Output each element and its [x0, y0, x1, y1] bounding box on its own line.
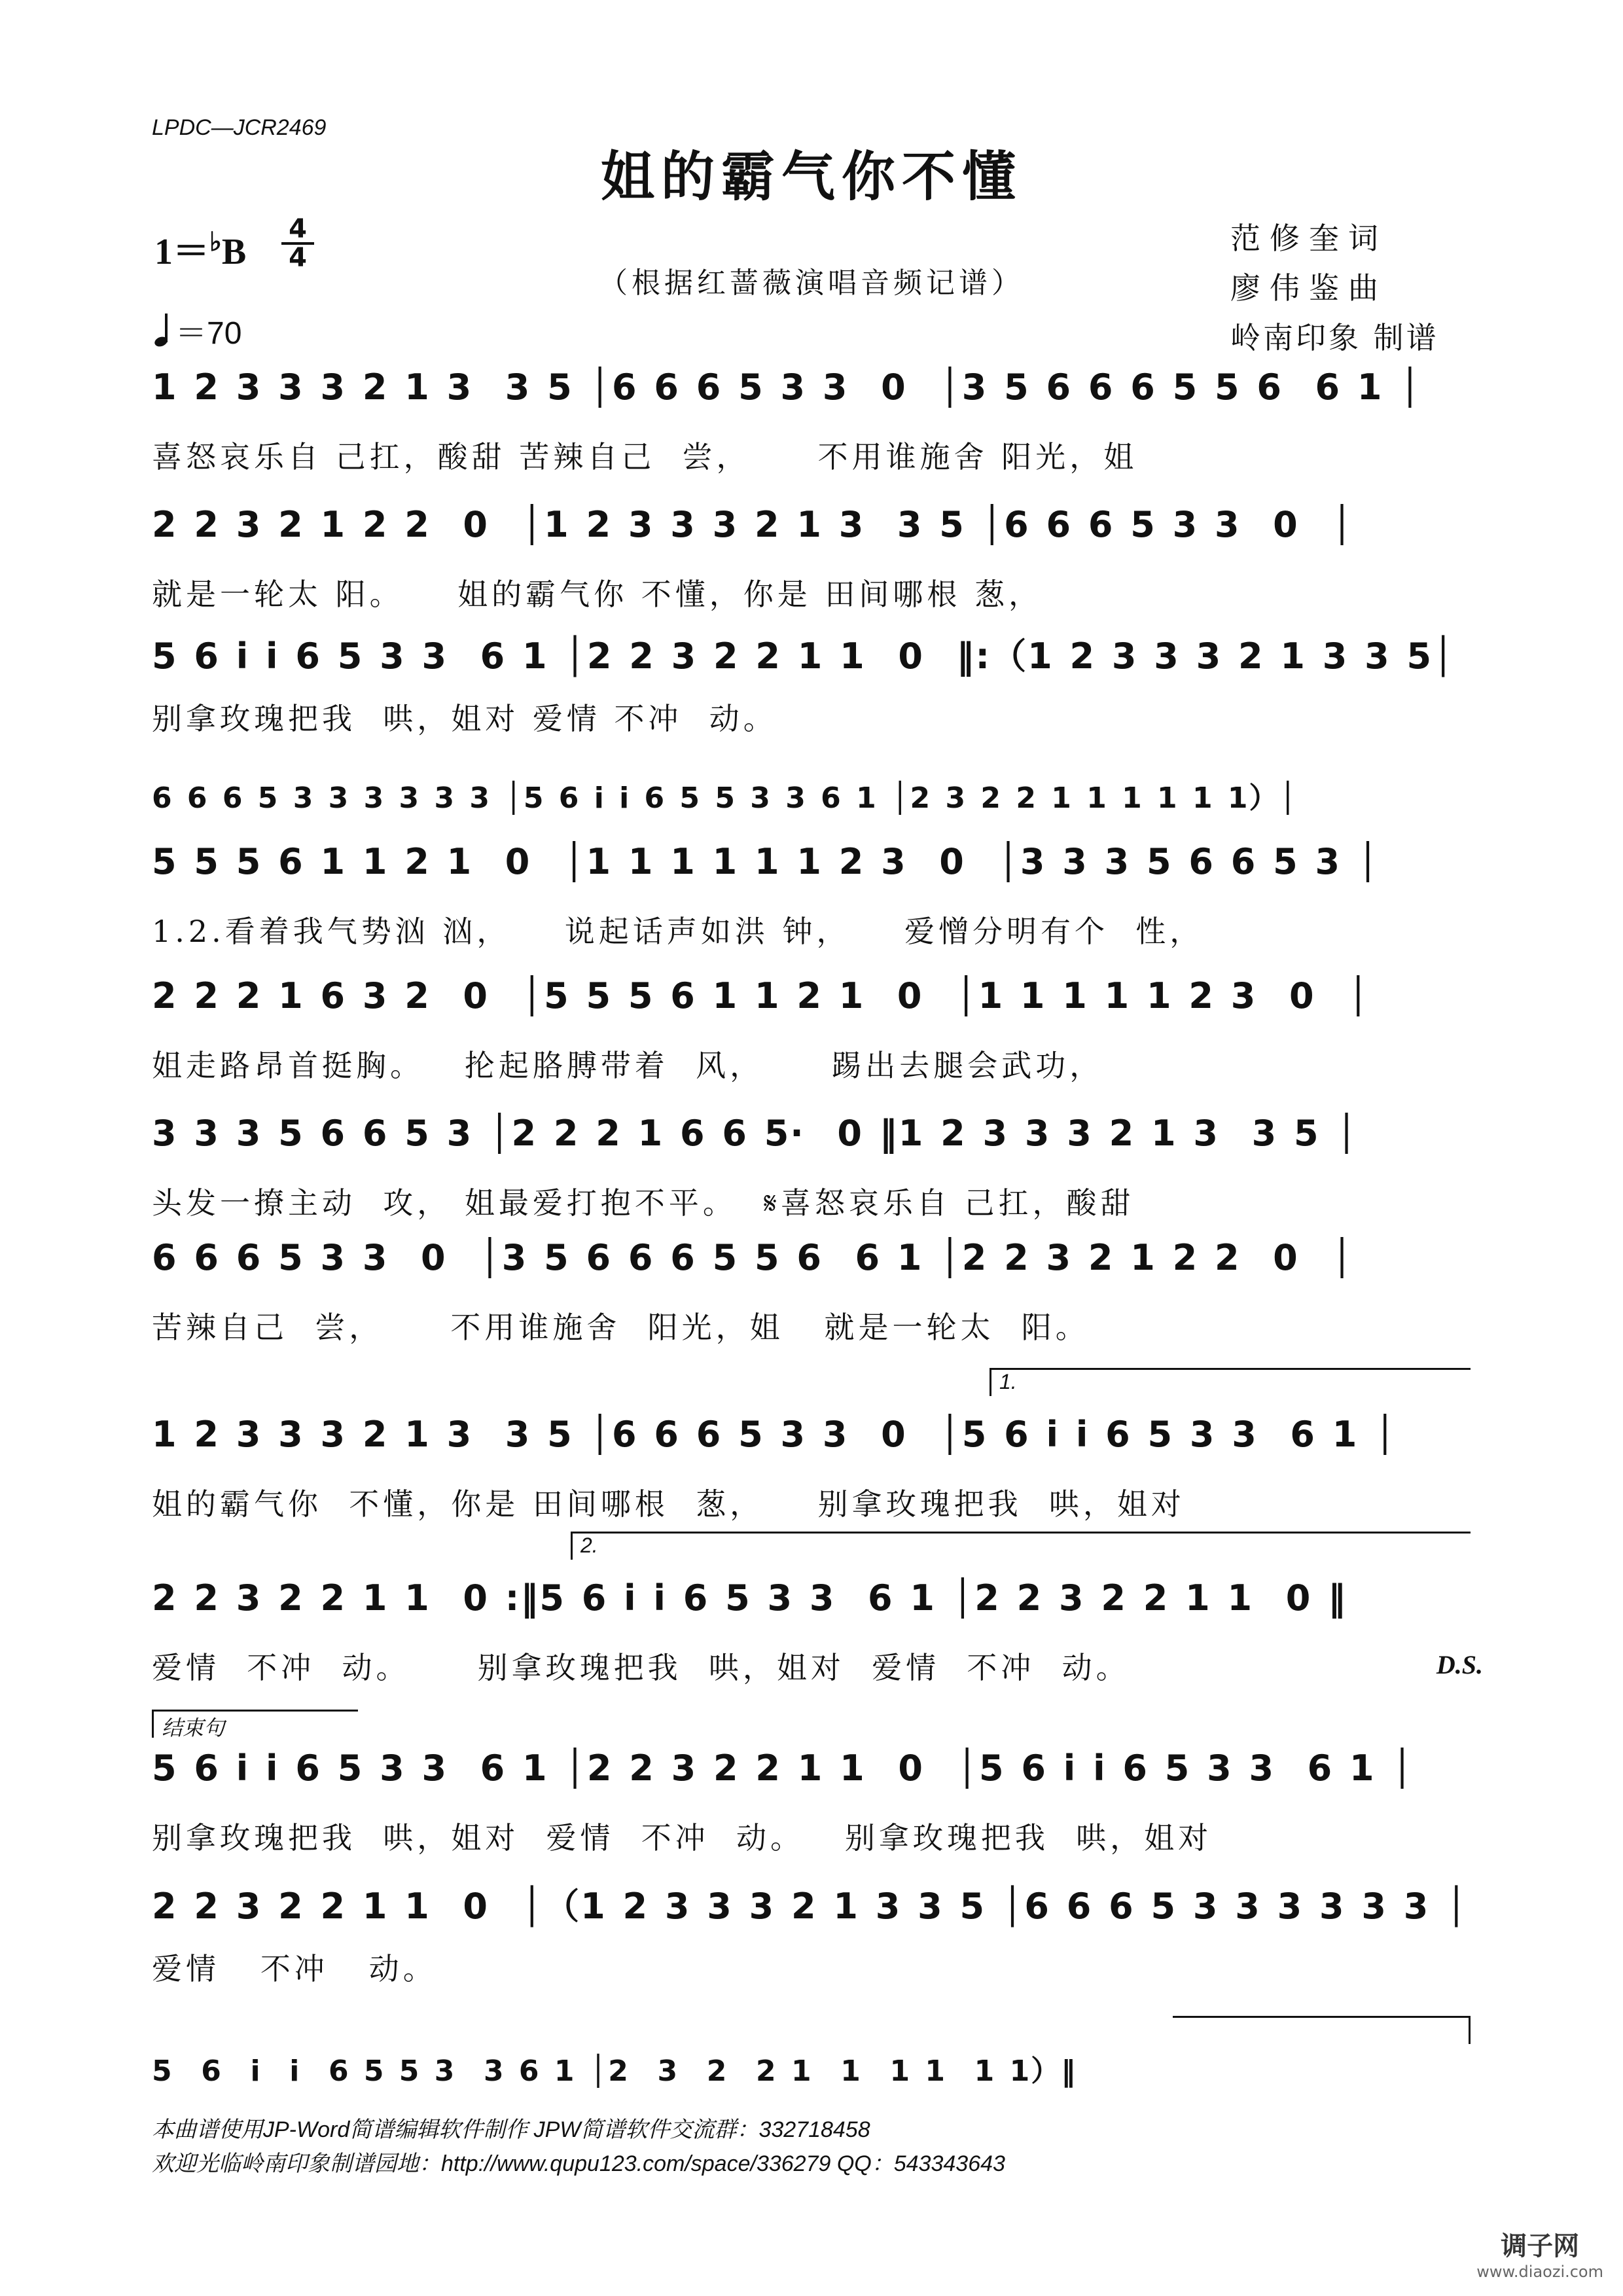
notes-line: 2 2 3 2 2 1 1 0 │（1 2 3 3 3 2 1 3 3 5 │6 6 6 5 3 3 3 3 3 3 │: [152, 1886, 1469, 1927]
key-prefix: 1＝: [154, 232, 209, 272]
key-note: B: [221, 232, 247, 272]
flat-icon: ♭: [209, 227, 222, 257]
notes-line: 5 6 i i 6 5 3 3 6 1 │2 2 3 2 2 1 1 0 │5 6 i i 6 5 3 3 6 1 │: [152, 1748, 1414, 1789]
notes-line: 5 5 5 6 1 1 2 1 0 │1 1 1 1 1 1 2 3 0 │3 3 3 5 6 6 5 3 │: [152, 841, 1380, 882]
tempo-value: ＝70: [175, 316, 242, 351]
notes-line: 3 3 3 5 6 6 5 3 │2 2 2 1 6 6 5· 0 ‖1 2 3 3 3 2 1 3 3 5 │: [152, 1113, 1359, 1154]
lyrics-line: 1.2.看着我气势汹 汹， 说起话声如洪 钟， 爱憎分明有个 性，: [152, 914, 1204, 949]
composer: 廖伟鉴曲: [1230, 270, 1387, 306]
watermark-name: 调子网: [1501, 2231, 1580, 2261]
footer-line: 欢迎光临岭南印象制谱园地：http://www.qupu123.com/space/336279 QQ：543343643: [152, 2151, 1005, 2176]
notes-line: 1 2 3 3 3 2 1 3 3 5 │6 6 6 5 3 3 0 │3 5 6 6 6 5 5 6 6 1 │: [152, 367, 1422, 408]
notes-line: 6 6 6 5 3 3 3 3 3 3 │5 6 i i 6 5 5 3 3 6 1 │2 3 2 2 1 1 1 1 1 1）│: [152, 781, 1298, 815]
lyrics-line: 头发一撩主动 攻， 姐最爱打抱不平。 𝄋喜怒哀乐自 己扛，酸甜: [152, 1185, 1135, 1221]
quarter-note-icon: [154, 314, 169, 346]
lyrics-line: 爱情 不冲 动。: [152, 1951, 437, 1986]
notes-line: 5 6 i i 6 5 3 3 6 1 │2 2 3 2 2 1 1 0 ‖:（1 2 3 3 3 2 1 3 3 5│: [152, 636, 1455, 677]
notes-line: 5 6 i i 6 5 5 3 3 6 1 │2 3 2 2 1 1 1 1 1 1）‖: [152, 2054, 1077, 2088]
lyrics-line: 姐走路昂首挺胸。 抡起胳膊带着 风， 踢出去腿会武功，: [152, 1048, 1104, 1083]
lyrics-line: 别拿玫瑰把我 哄，姐对 爱情 不冲 动。 别拿玫瑰把我 哄，姐对: [152, 1820, 1213, 1856]
tempo-marking: [154, 308, 241, 353]
second-ending-bracket: 2.: [571, 1532, 1471, 1560]
footer-line: 本曲谱使用JP-Word简谱编辑软件制作 JPW简谱软件交流群：332718458: [152, 2117, 870, 2142]
notes-line: 2 2 2 1 6 3 2 0 │5 5 5 6 1 1 2 1 0 │1 1 1 1 1 2 3 0 │: [152, 975, 1370, 1016]
site-watermark: [1476, 2225, 1603, 2281]
coda-bracket: 结束句: [152, 1710, 358, 1738]
time-signature-bottom: 4: [281, 242, 314, 271]
time-signature: [281, 216, 314, 271]
lyrics-line: 喜怒哀乐自 己扛，酸甜 苦辣自己 尝， 不用谁施舍 阳光，姐: [152, 439, 1138, 475]
notes-line: 6 6 6 5 3 3 0 │3 5 6 6 6 5 5 6 6 1 │2 2 3 2 1 2 2 0 │: [152, 1237, 1354, 1278]
dal-segno-mark: D.S.: [1436, 1650, 1483, 1679]
first-ending-bracket: 1.: [990, 1368, 1471, 1396]
notes-line: 2 2 3 2 2 1 1 0 :‖5 6 i i 6 5 3 3 6 1 │2 2 3 2 2 1 1 0 ‖: [152, 1577, 1347, 1619]
lyrics-line: 就是一轮太 阳。 姐的霸气你 不懂，你是 田间哪根 葱，: [152, 577, 1043, 612]
credits: [1230, 213, 1439, 363]
watermark-url: www.diaozi.com: [1476, 2263, 1603, 2281]
lyricist: 范修奎词: [1230, 221, 1387, 256]
lyrics-line: 苦辣自己 尝， 不用谁施舍 阳光，姐 就是一轮太 阳。: [152, 1310, 1090, 1345]
notes-line: 1 2 3 3 3 2 1 3 3 5 │6 6 6 5 3 3 0 │5 6 i i 6 5 3 3 6 1 │: [152, 1414, 1397, 1455]
closing-bracket: [1173, 2016, 1471, 2044]
lyrics-line: 爱情 不冲 动。 别拿玫瑰把我 哄，姐对 爱情 不冲 动。: [152, 1650, 1130, 1685]
song-title: 姐的霸气你不懂: [600, 145, 1022, 208]
footer: [152, 2113, 1005, 2181]
catalog-number: LPDC—JCR2469: [152, 115, 327, 140]
notes-line: 2 2 3 2 1 2 2 0 │1 2 3 3 3 2 1 3 3 5 │6 6 6 5 3 3 0 │: [152, 504, 1354, 545]
transcription-note: （根据红蔷薇演唱音频记谱）: [599, 266, 1024, 300]
key-signature: [154, 223, 246, 275]
arranger: 岭南印象 制谱: [1230, 320, 1439, 355]
lyrics-line: 姐的霸气你 不懂，你是 田间哪根 葱， 别拿玫瑰把我 哄，姐对: [152, 1486, 1185, 1522]
lyrics-line: 别拿玫瑰把我 哄，姐对 爱情 不冲 动。: [152, 701, 777, 736]
time-signature-top: 4: [289, 214, 307, 244]
